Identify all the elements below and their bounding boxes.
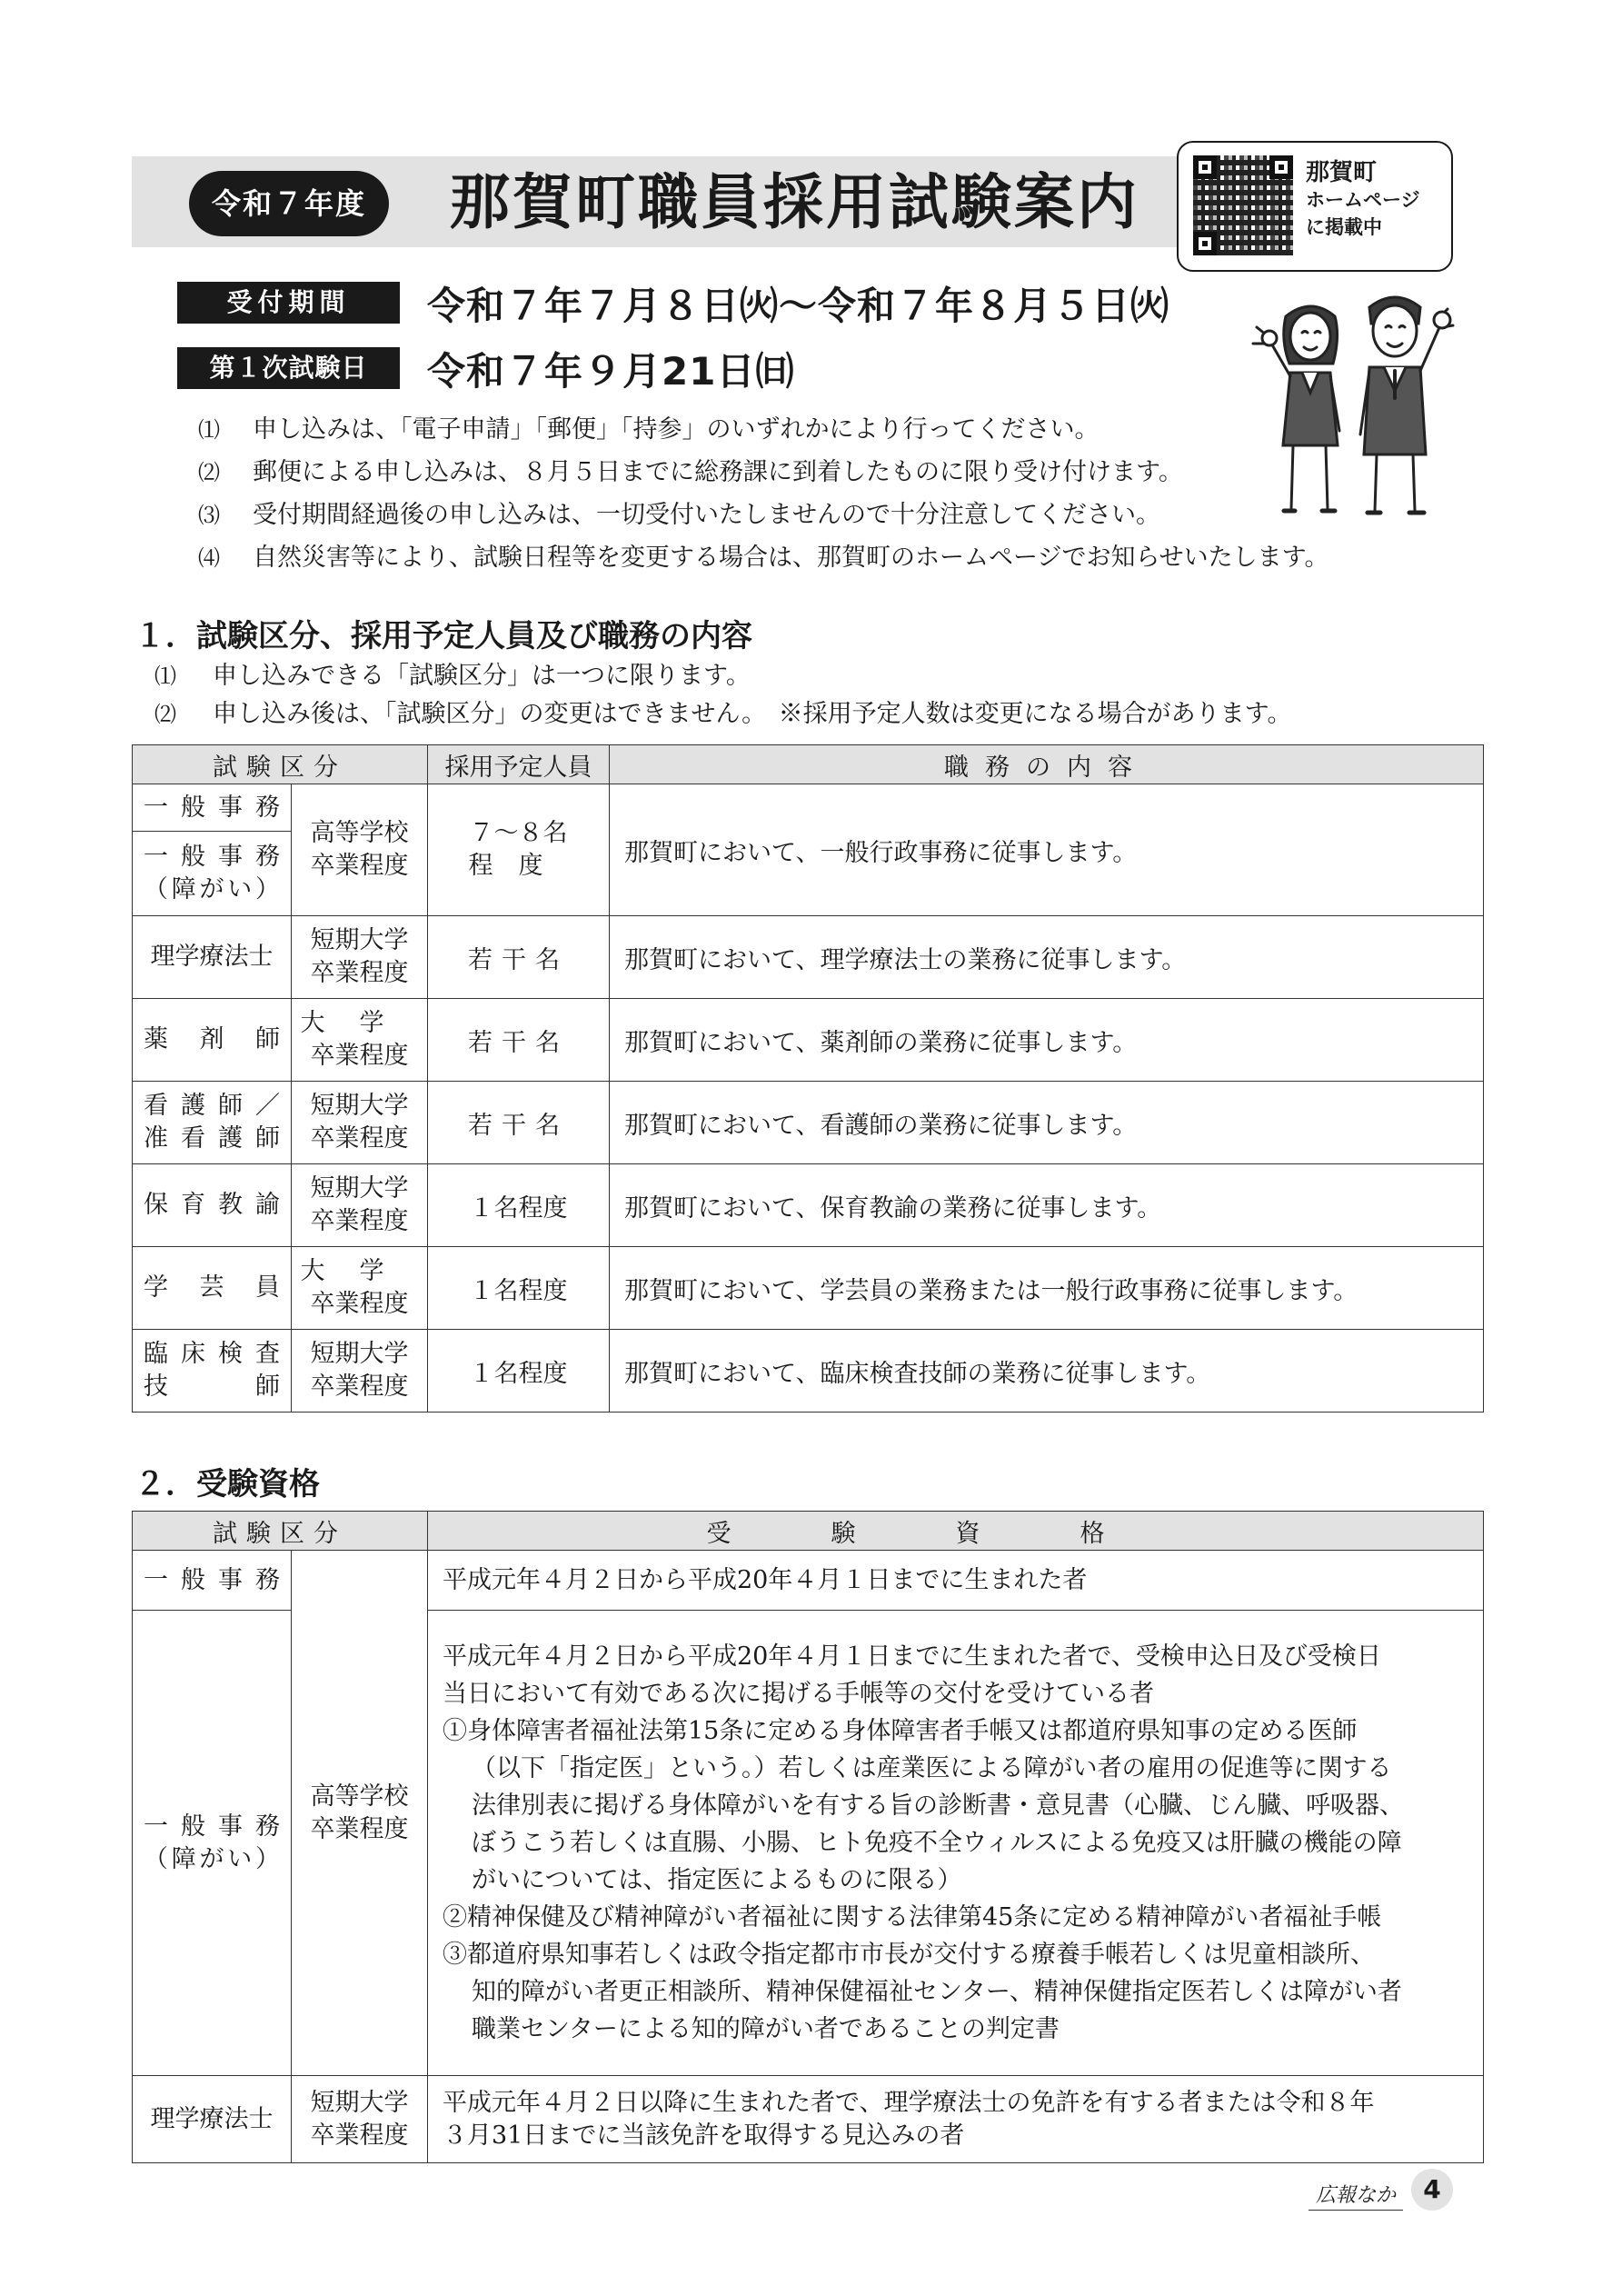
- first-exam-label: 第１次試験日: [177, 347, 400, 389]
- planned-cell: 若干名: [428, 916, 610, 999]
- duty-cell: 那賀町において、保育教諭の業務に従事します。: [610, 1164, 1484, 1247]
- table-row: [133, 1330, 1484, 1413]
- table-row: [133, 784, 1484, 832]
- planned-cell: １名程度: [428, 1164, 610, 1247]
- header-category: 試験区分: [133, 1512, 428, 1551]
- education-cell: 高等学校 卒業程度: [292, 784, 428, 916]
- section-1-note-2: ⑵ 申し込み後は、「試験区分」の変更はできません。 ※採用予定人数は変更になる場合があります。: [154, 700, 1292, 728]
- duty-cell: 那賀町において、看護師の業務に従事します。: [610, 1082, 1484, 1164]
- table-row: [133, 1551, 1484, 1611]
- note-1: ⑴ 申し込みは、「電子申請」「郵便」「持参」のいずれかにより行ってください。: [198, 415, 1100, 444]
- qualification-cell: 平成元年４月２日から平成20年４月１日までに生まれた者: [428, 1551, 1484, 1611]
- planned-cell: １名程度: [428, 1330, 610, 1413]
- category-cell: 一般事務 （障がい）: [133, 832, 292, 916]
- staff-illustration-icon: [1249, 273, 1458, 527]
- planned-cell: １名程度: [428, 1247, 610, 1330]
- page-number: 4: [1411, 2169, 1453, 2211]
- education-cell: 短期大学 卒業程度: [292, 916, 428, 999]
- duty-cell: 那賀町において、薬剤師の業務に従事します。: [610, 999, 1484, 1082]
- qr-caption: 那賀町 ホームページ に掲載中: [1306, 159, 1420, 238]
- category-cell: 薬剤師: [133, 999, 292, 1082]
- duty-cell: 那賀町において、理学療法士の業務に従事します。: [610, 916, 1484, 999]
- education-cell: 短期大学 卒業程度: [292, 1164, 428, 1247]
- year-badge: 令和７年度: [189, 171, 389, 236]
- planned-cell: 若干名: [428, 1082, 610, 1164]
- qr-callout: [1177, 141, 1453, 272]
- table-row: [133, 999, 1484, 1082]
- category-cell: 理学療法士: [133, 916, 292, 999]
- planned-cell: ７～８名 程度: [428, 784, 610, 916]
- table-row: [133, 1164, 1484, 1247]
- note-4: ⑷ 自然災害等により、試験日程等を変更する場合は、那賀町のホームページでお知らせいたします。: [198, 544, 1329, 572]
- category-cell: 臨床検査 技師: [133, 1330, 292, 1413]
- category-cell: 学芸員: [133, 1247, 292, 1330]
- reception-period-label: 受付期間: [177, 282, 400, 324]
- category-cell: 看護師／ 准看護師: [133, 1082, 292, 1164]
- table-row: [133, 1082, 1484, 1164]
- header-duties: 職務の内容: [610, 745, 1484, 784]
- note-3: ⑶ 受付期間経過後の申し込みは、一切受付いたしませんので十分注意してください。: [198, 501, 1160, 529]
- qualification-cell: 平成元年４月２日から平成20年４月１日までに生まれた者で、受検申込日及び受検日 当日において有効である次に掲げる手帳等の交付を受けている者 ①身体障害者福祉法第15条に定める身体障害者手帳又は都道府県知事の定める医師 （以下「指定医」という。）若しくは産業医による障がい者の雇用の促進等に関する 法律別表に掲げる身体障がいを有する旨の診断書・意見書（心臓、じん臓、呼吸器、 ぼうこう若しくは直腸、小腸、ヒト免疫不全ウィルスによる免疫又は肝臓の機能の障 がいについては、指定医によるものに限る） ②精神保健及び精神障がい者福祉に関する法律第45条に定める精神障がい者福祉手帳 ③都道府県知事若しくは政令指定都市市長が交付する療養手帳若しくは児童相談所、 知的障がい者更正相談所、精神保健福祉センター、精神保健指定医若しくは障がい者 職業センターによる知的障がい者であることの判定書: [428, 1611, 1484, 2076]
- first-exam-value: 令和７年９月21日㈰: [427, 349, 795, 394]
- category-cell: 理学療法士: [133, 2076, 292, 2163]
- duty-cell: 那賀町において、学芸員の業務または一般行政事務に従事します。: [610, 1247, 1484, 1330]
- publication-name: 広報なか: [1309, 2180, 1403, 2211]
- header-planned: 採用予定人員: [428, 745, 610, 784]
- education-cell: 短期大学 卒業程度: [292, 2076, 428, 2163]
- note-2: ⑵ 郵便による申し込みは、８月５日までに総務課に到着したものに限り受け付けます。: [198, 458, 1183, 486]
- section-2-title: ２．受験資格: [134, 1466, 320, 1502]
- header-qualification: 受験資格: [428, 1512, 1484, 1551]
- qualifications-table: [132, 1511, 1484, 2163]
- section-1-note-1: ⑴ 申し込みできる「試験区分」は一つに限ります。: [154, 662, 751, 690]
- education-cell: 大学 卒業程度: [292, 999, 428, 1082]
- duty-cell: 那賀町において、臨床検査技師の業務に従事します。: [610, 1330, 1484, 1413]
- category-cell: 一般事務 （障がい）: [133, 1611, 292, 2076]
- qualification-cell: 平成元年４月２日以降に生まれた者で、理学療法士の免許を有する者または令和８年 ３月31日までに当該免許を取得する見込みの者: [428, 2076, 1484, 2163]
- education-cell: 短期大学 卒業程度: [292, 1082, 428, 1164]
- positions-table: [132, 744, 1484, 1413]
- section-1-title: １．試験区分、採用予定人員及び職務の内容: [134, 618, 752, 654]
- table-header-row: [133, 745, 1484, 784]
- page-title: 那賀町職員採用試験案内: [450, 167, 1139, 237]
- qr-code-icon[interactable]: [1193, 155, 1293, 255]
- category-cell: 一般事務: [133, 1551, 292, 1611]
- planned-cell: 若干名: [428, 999, 610, 1082]
- education-cell: 高等学校 卒業程度: [292, 1551, 428, 2076]
- table-row: [133, 1247, 1484, 1330]
- table-row: [133, 916, 1484, 999]
- education-cell: 大学 卒業程度: [292, 1247, 428, 1330]
- duty-cell: 那賀町において、一般行政事務に従事します。: [610, 784, 1484, 916]
- category-cell: 一般事務: [133, 784, 292, 832]
- education-cell: 短期大学 卒業程度: [292, 1330, 428, 1413]
- reception-period-value: 令和７年７月８日㈫～令和７年８月５日㈫: [427, 284, 1170, 328]
- category-cell: 保育教諭: [133, 1164, 292, 1247]
- table-header-row: [133, 1512, 1484, 1551]
- header-category: 試験区分: [133, 745, 428, 784]
- table-row: [133, 2076, 1484, 2163]
